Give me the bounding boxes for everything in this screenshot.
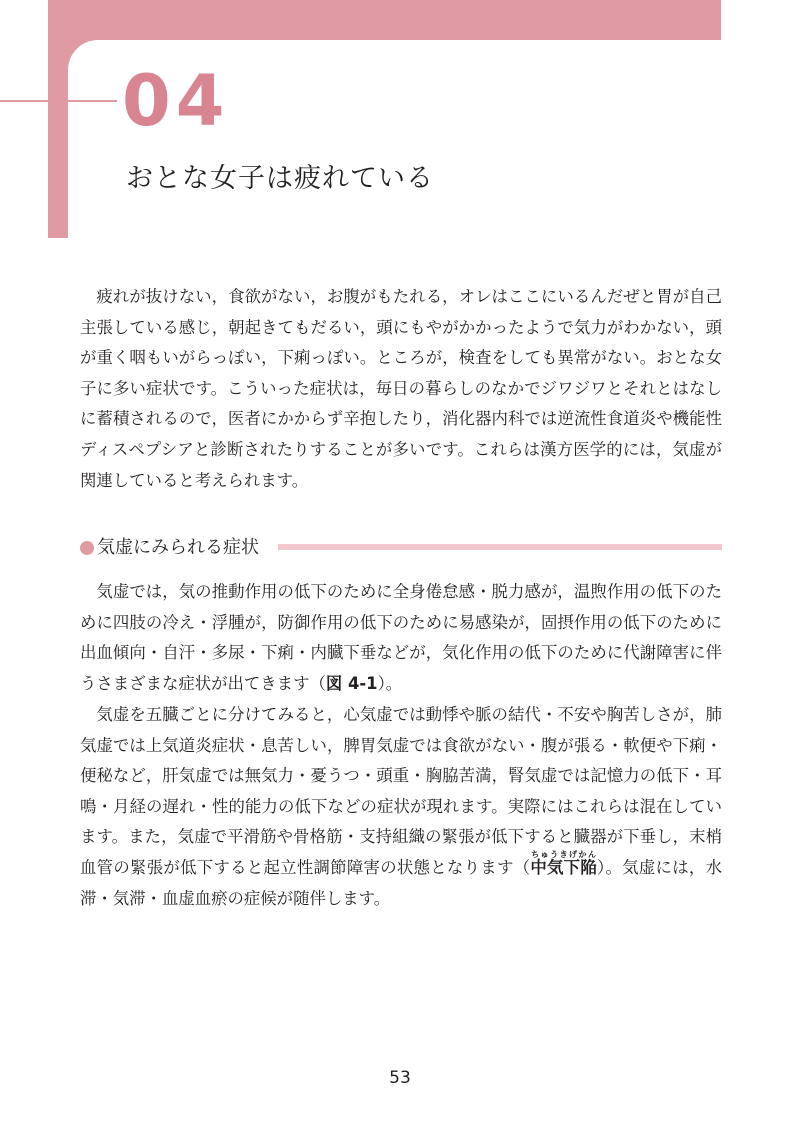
chapter-title: おとな女子は疲れている <box>126 163 434 194</box>
paragraph-1-end: ）。 <box>377 673 403 693</box>
paragraph-2-text: 気虚を五臓ごとに分けてみると，心気虚では動悸や脈の結代・不安や胸苦しさが，肺気虚では上気道炎症状・息苦しい，脾胃気虚では食欲がない・腹が張る・軟便や下痢・便秘など，肝気虚では無気力・憂うつ・頭重・胸脇苦満，腎気虚では記憶力の低下・耳鳴・月経の遅れ・性的能力の低下などの症状が現れます。実際にはこれらは混在しています。また，気虚で平滑筋や骨格筋・支持組織の緊張が低下すると臓器が下垂し，末梢血管の緊張が低下すると起立性調節障害の状態となります（ <box>80 705 722 877</box>
figure-reference: 図 4-1 <box>325 673 378 693</box>
term-chuki-gekan <box>530 848 598 877</box>
paragraph-1-text: 気虚では，気の推動作用の低下のために全身倦怠感・脱力感が，温煦作用の低下のために四肢の冷え・浮腫が，防御作用の低下のために易感染が，固摂作用の低下のために出血傾向・自汗・多尿・下痢・内臓下垂などが，気化作用の低下のために代謝障害に伴うさまざまな症状が出てきます（ <box>80 582 722 693</box>
section-heading: 気虚にみられる症状 <box>97 537 259 558</box>
chapter-number: 04 <box>122 60 230 142</box>
paragraph-2-end: ）。気虚には，水滞・気滞・血虚血瘀の症候が随伴します。 <box>80 857 722 908</box>
intro-paragraph: 疲れが抜けない，食欲がない，お腹がもたれる，オレはここにいるんだぜと胃が自己主張している感じ，朝起きてもだるい，頭にもやがかかったようで気力がわかない，頭が重く咽もいがらっぽい，下痢っぽい。ところが，検査をしても異常がない。おとな女子に多い症状です。こういった症状は，毎日の暮らしのなかでジワジワとそれとはなしに蓄積されるので，医者にかからず辛抱したり，消化器内科では逆流性食道炎や機能性ディスペプシアと診断されたりすることが多いです。これらは漢方医学的には，気虚が関連していると考えられます。 <box>80 287 722 490</box>
section-heading-row <box>80 535 722 561</box>
section-paragraph-1 <box>80 577 722 699</box>
page-number: 53 <box>389 1068 411 1088</box>
chapter-rule <box>0 100 117 102</box>
term-ruby: ちゅうきげかん <box>530 848 597 859</box>
header-band-left <box>48 0 68 238</box>
section-bullet-icon <box>80 541 94 555</box>
section-paragraph-2 <box>80 700 722 914</box>
header-band-top <box>48 0 721 40</box>
term-text: 中気下陥 <box>530 857 598 877</box>
section-heading-rule <box>278 544 722 550</box>
